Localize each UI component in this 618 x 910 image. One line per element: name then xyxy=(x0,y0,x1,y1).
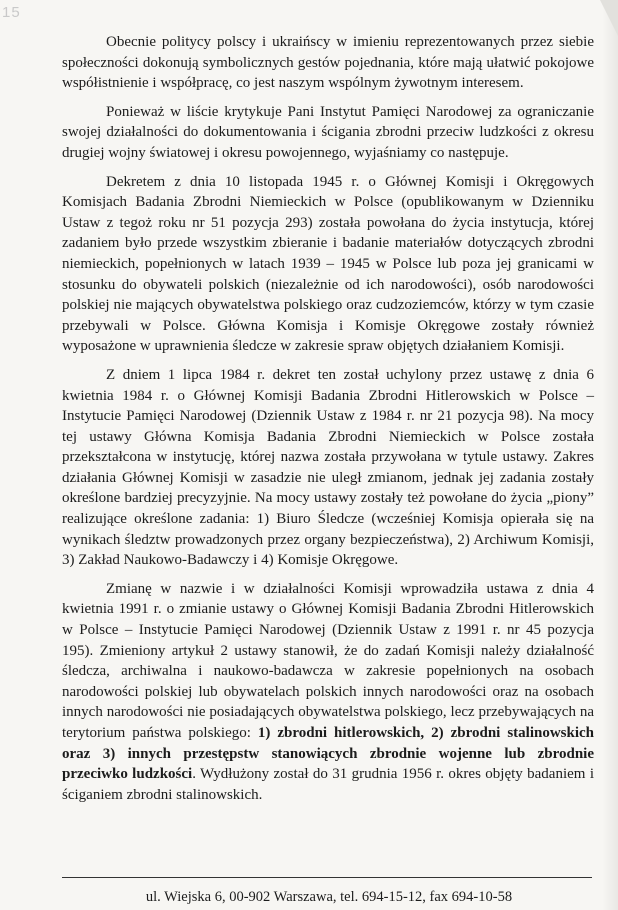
paragraph-bold-crimes: 1) zbrodni hitlerowskich, 2) zbrodni stalinowskich oraz 3) innych przestępstw stanowiących zbrodnie wojenne lub zbrodnie przeciwko ludzkości xyxy=(62,725,595,783)
page-corner-fold xyxy=(600,0,618,36)
footer-address: ul. Wiejska 6, 00-902 Warszawa, tel. 694-15-12, fax 694-10-58 xyxy=(145,889,513,905)
paragraph-text: . Wydłużony został do 31 grudnia 1956 r. okres objęty badaniem i ściganiem zbrodni stalinowskich. xyxy=(62,766,594,803)
letter-body xyxy=(62,32,594,813)
paragraph-text: Zmianę w nazwie i w działalności Komisji wprowadziła ustawa z dnia 4 kwietnia 1991 r. o zmianie ustawy o Głównej Komisji Badania Zbrodni Hitlerowskich w Polsce – Instytucie Pamięci Narodowej (Dziennik Ustaw z 1991 r. nr 45 pozycja 195). Zmieniony artykuł 2 ustawy stanowił, że do zadań Komisji należy działalność śledcza, archiwalna i naukowo-badawcza w zakresie popełnionych na osobach narodowości polskiej lub obywatelach polskich innych narodowości oraz na osobach innych narodowości nie posiadających obywatelstwa polskiego, lecz przebywających na terytorium państwa polskiego: xyxy=(62,580,594,741)
paragraph-text: Z dniem 1 lipca 1984 r. dekret ten został uchylony przez ustawę z dnia 6 kwietnia 1984 r. o Głównej Komisji Badania Zbrodni Hitlerowskich w Polsce – Instytucie Pamięci Narodowej (Dziennik Ustaw z 1984 r. nr 21 pozycja 98). Na mocy tej ustawy Główna Komisja Badania Zbrodni Niemieckich w Polsce została przekształcona w instytucję, której nazwa została przywołana w tytule ustawy. Zakres działania Głównej Komisji w zasadzie nie uległ zmianom, jednak jej zadania zostały określone bardziej precyzyjnie. Na mocy ustawy zostały też powołane do życia „piony” realizujące określone zadania: 1) Biuro Śledcze (wcześniej Komisja opierała się na wynikach śledztw prowadzonych przez organy bezpieczeństwa), 2) Archiwum Komisji, 3) Zakład Naukowo-Badawczy i 4) Komisje Okręgowe. xyxy=(62,366,594,569)
page-number-mark: 15 xyxy=(2,4,21,21)
paragraph-decree-1945 xyxy=(62,172,594,357)
paragraph-text: Dekretem z dnia 10 listopada 1945 r. o Głównej Komisji i Okręgowych Komisjach Badania Zbrodni Niemieckich w Polsce (opublikowanym w Dzienniku Ustaw z tegoż roku nr 51 pozycja 293) została powołana do życia instytucja, której zadaniem było przede wszystkim zbieranie i badanie materiałów dotyczących zbrodni niemieckich, popełnionych w latach 1939 – 1945 w Polsce lub poza jej granicami w stosunku do obywateli polskich (niezależnie od ich narodowości), osób narodowości polskiej nie mających obywatelstwa polskiego oraz cudzoziemców, którzy w tym czasie przebywali w Polsce. Główna Komisja i Komisje Okręgowe zostały również wyposażone w uprawnienia śledcze w zakresie spraw objętych działaniem Komisji. xyxy=(62,173,594,355)
footer-divider xyxy=(62,877,592,878)
paragraph-act-1984 xyxy=(62,365,594,571)
paragraph-act-1991 xyxy=(62,579,594,806)
paragraph-text: Ponieważ w liście krytykuje Pani Instytut Pamięci Narodowej za ograniczanie swojej działalności do dokumentowania i ścigania zbrodni przeciw ludzkości z okresu drugiej wojny światowej i okresu powojennego, wyjaśniamy co następuje. xyxy=(62,103,594,161)
page-edge-shadow xyxy=(602,0,618,910)
paragraph-text: Obecnie politycy polscy i ukraińscy w imieniu reprezentowanych przez siebie społeczności dokonują symbolicznych gestów pojednania, które mają ułatwić pokojowe współistnienie i współpracę, co jest naszym wspólnym żywotnym interesem. xyxy=(62,34,594,92)
paragraph-reconciliation xyxy=(62,32,594,94)
paragraph-criticism-reply xyxy=(62,102,594,164)
